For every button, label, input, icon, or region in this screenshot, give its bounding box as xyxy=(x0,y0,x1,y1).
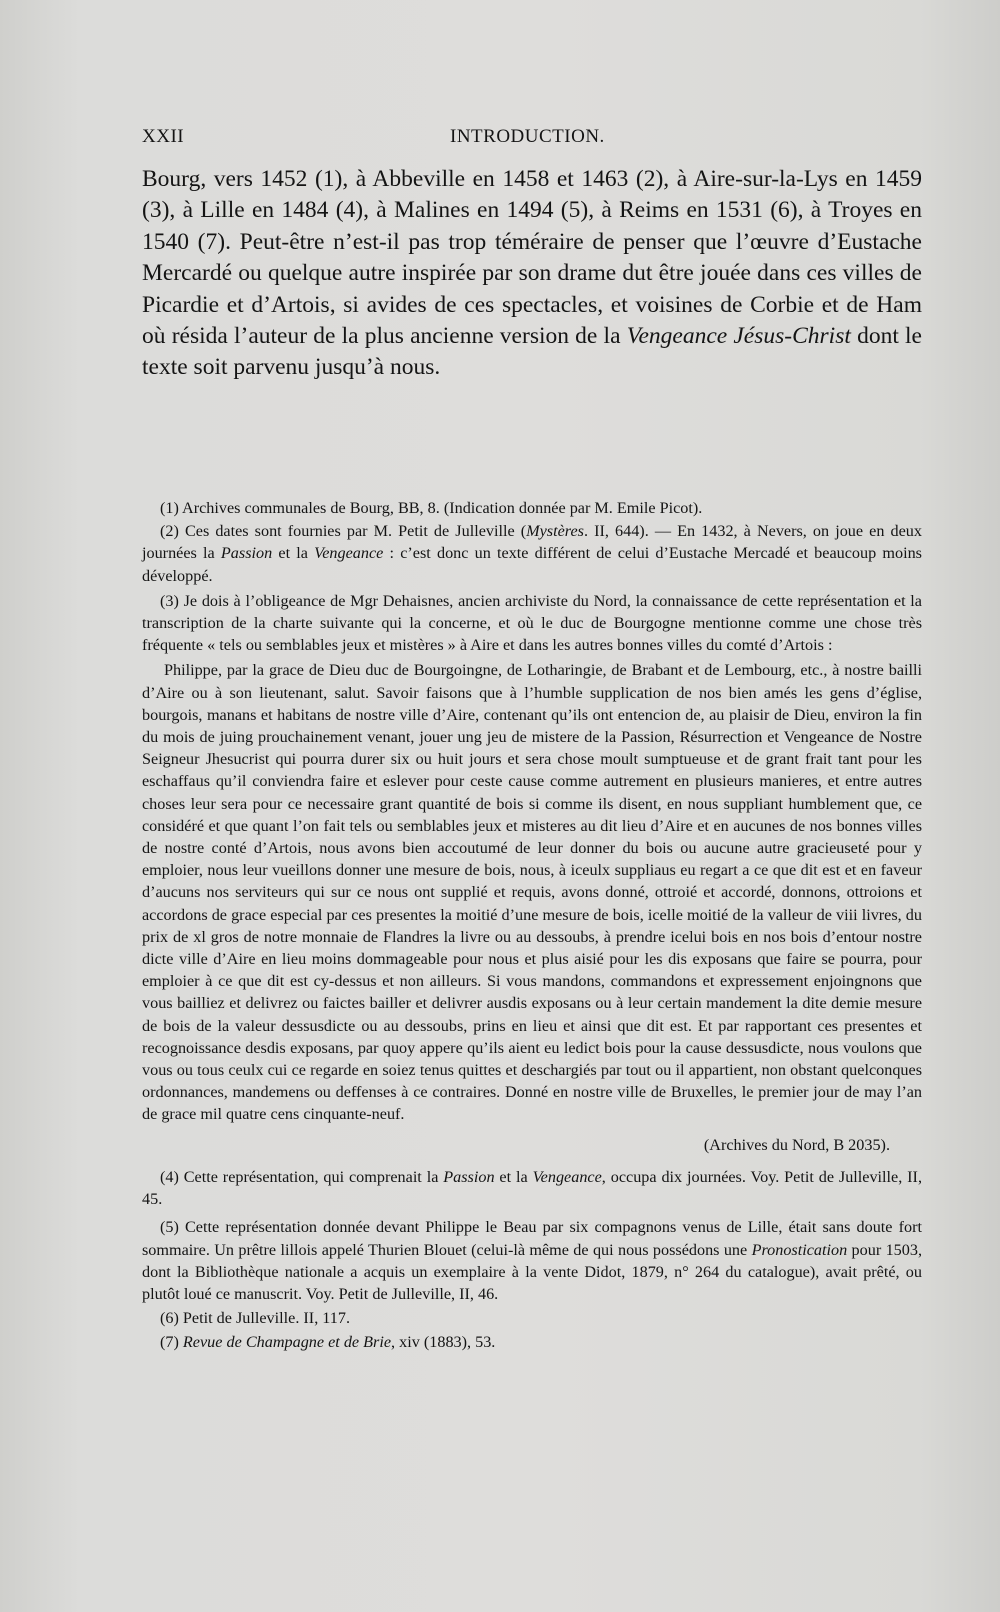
footnote-4-text-a: (4) Cette représentation, qui comprenait la xyxy=(160,1167,444,1186)
footnote-7-text-a: (7) xyxy=(160,1333,183,1352)
footnote-4-italic-2: Vengeance xyxy=(532,1167,602,1186)
footnote-2-text-b: . II, 644). — En 1432, à Nevers, on joue en deux journées la xyxy=(142,522,922,563)
footnote-7 xyxy=(142,1331,922,1353)
footnote-4-text-b: et la xyxy=(494,1167,533,1186)
footnote-2-text-c: et la xyxy=(272,544,315,563)
charter-quotation: Philippe, par la grace de Dieu duc de Bourgoingne, de Lotharingie, de Brabant et de Lembourg, etc., à nostre bailli d’Aire ou à son lieutenant, salut. Savoir faisons que à l’humble supplication de nos bien amés les gens d’église, bourgois, manans et habitans de nostre ville d’Aire, contenant qu’ils ont entencion de, au plaisir de Dieu, environ la fin du mois de juing prouchainement venant, jouer ung jeu de mistere de la Passion, Résurrection et Vengeance de Nostre Seigneur Jhesucrist qui pourra durer six ou huit jours et sera chose moult sumptueuse et de grant frait tant pour les eschaffaus qu’il conviendra faire et eslever pour ceste cause comme autrement en plusieurs manieres, et entre autres choses leur sera pour ce necessaire grant quantité de bois si comme ils disent, en nous suppliant humblement que, ce considéré et que quant l’on fait tels ou semblables jeux et misteres au dit lieu d’Aire et en aucunes de nos bonnes villes de nostre conté d’Artois, nous avons bien accoutumé de leur donner du bois ou aucune autre gracieuseté pour y emploier, nous leur vueillons donner une mesure de bois, nous, à iceulx suppliaus eu regart a ce que dit est et en faveur d’aucuns nos serviteurs qui sur ce nous ont supplié et requis, avons donné, ottroié et accordé, donnons, ottroions et accordons de grace especial par ces presentes la moitié d’une mesure de bois, icelle moitié de la valleur de viii livres, du prix de xl gros de notre monnaie de Flandres la livre ou au dessoubs, à prendre icelui bois en nos bois d’entour nostre dicte ville d’Aire en lieu moins dommageable pour nous et plus aisié pour les dis exposans que faire se pourra, pour emploier à ce que dit est cy-dessus et non ailleurs. Si vous mandons, commandons et expressement enjoingnons que vous bailliez et delivrez ou faictes bailler et delivrer ausdis exposans ou à leur certain mandement la dite demie mesure de bois de la valeur dessusdicte ou au dessoubs, prins en lieu et ainsi que dit est. Et par rapportant ces presentes et recognoissance desdis exposans, par quoy appere qu’ils aient eu ledict bois pour la cause dessusdicte, nous voulons que vous ou tous ceulx cui ce regarde en soiez tenus quittes et deschargiés par tout ou il appartient, non obstant quelconques ordonnances, mandemens ou deffenses à ce contraires. Donné en nostre ville de Bruxelles, le premier jour de may l’an de grace mil quatre cens cinquante-neuf. xyxy=(142,661,922,1124)
footnote-3: (3) Je dois à l’obligeance de Mgr Dehaisnes, ancien archiviste du Nord, la connaissance de cette représentation et la transcription de la charte suivante qui la concerne, et où le duc de Bourgogne mentionne comme une chose très fréquente « tels ou semblables jeux et mistères » à Aire et dans les autres bonnes villes du comté d’Artois : xyxy=(142,591,922,655)
footnote-5-text-a: (5) Cette représentation donnée devant Philippe le Beau par six compagnons venus de Lille, était sans doute fort sommaire. Un prêtre lillois appelé Thurien Blouet (celui-là même de qui nous possédons une xyxy=(142,1218,922,1259)
footnote-5-italic: Pronostication xyxy=(751,1240,848,1259)
footnote-4-text-c: , occupa dix journées. Voy. Petit de Julleville, II, 45. xyxy=(142,1167,922,1209)
footnote-4 xyxy=(142,1166,922,1210)
footnote-5 xyxy=(142,1216,922,1305)
footnote-4-italic-1: Passion xyxy=(443,1167,495,1186)
body-text-start: Bourg, vers 1452 (1), à Abbeville en 1458 et 1463 (2), à Aire-sur-la-Lys en 1459 (3), à Lille en 1484 (4), à Malines en 1494 (5), à Reims en 1531 (6), à Troyes en 1540 (7). Peut-être n’est-il pas trop téméraire de penser que l’œuvre d’Eustache Mercardé ou quelque autre inspirée par son drame dut être jouée dans ces villes de Picardie et d’Artois, si avides de ces spectacles, et voisines de Corbie et de Ham où résida l’auteur de la plus ancienne version de la xyxy=(142,166,922,350)
charter-source: (Archives du Nord, B 2035). xyxy=(703,1135,890,1154)
footnote-2-italic-3: Vengeance xyxy=(314,544,384,563)
body-italic-title: Vengeance Jésus-Christ xyxy=(626,323,851,350)
footnote-7-italic: Revue de Champagne et de Brie xyxy=(182,1333,392,1352)
footnote-2-text-a: (2) Ces dates sont fournies par M. Petit de Julleville ( xyxy=(160,522,527,541)
footnotes xyxy=(142,497,922,1354)
footnote-2-italic-1: Mystères xyxy=(526,522,584,541)
footnote-2 xyxy=(142,520,922,587)
running-title: INTRODUCTION. xyxy=(450,126,605,147)
body-paragraph xyxy=(142,164,922,384)
page-number: XXII xyxy=(142,126,185,147)
footnote-1: (1) Archives communales de Bourg, BB, 8. (Indication donnée par M. Emile Picot). xyxy=(160,499,703,517)
footnote-5-text-b: pour 1503, dont la Bibliothèque nationale a acquis un exemplaire à la vente Didot, 1879, n° 264 du catalogue), avait prêté, ou plutôt loué ce manuscrit. Voy. Petit de Julleville, II, 46. xyxy=(142,1240,922,1303)
page-header xyxy=(142,126,922,156)
footnote-2-italic-2: Passion xyxy=(220,544,273,563)
footnote-2-text-d: : c’est donc un texte différent de celui d’Eustache Mercadé et beaucoup moins développé. xyxy=(142,544,922,585)
body-text-end: dont le texte soit parvenu jusqu’à nous. xyxy=(142,323,922,381)
footnote-6: (6) Petit de Julleville. II, 117. xyxy=(160,1309,351,1328)
footnote-7-text-b: , xiv (1883), 53. xyxy=(391,1333,496,1352)
